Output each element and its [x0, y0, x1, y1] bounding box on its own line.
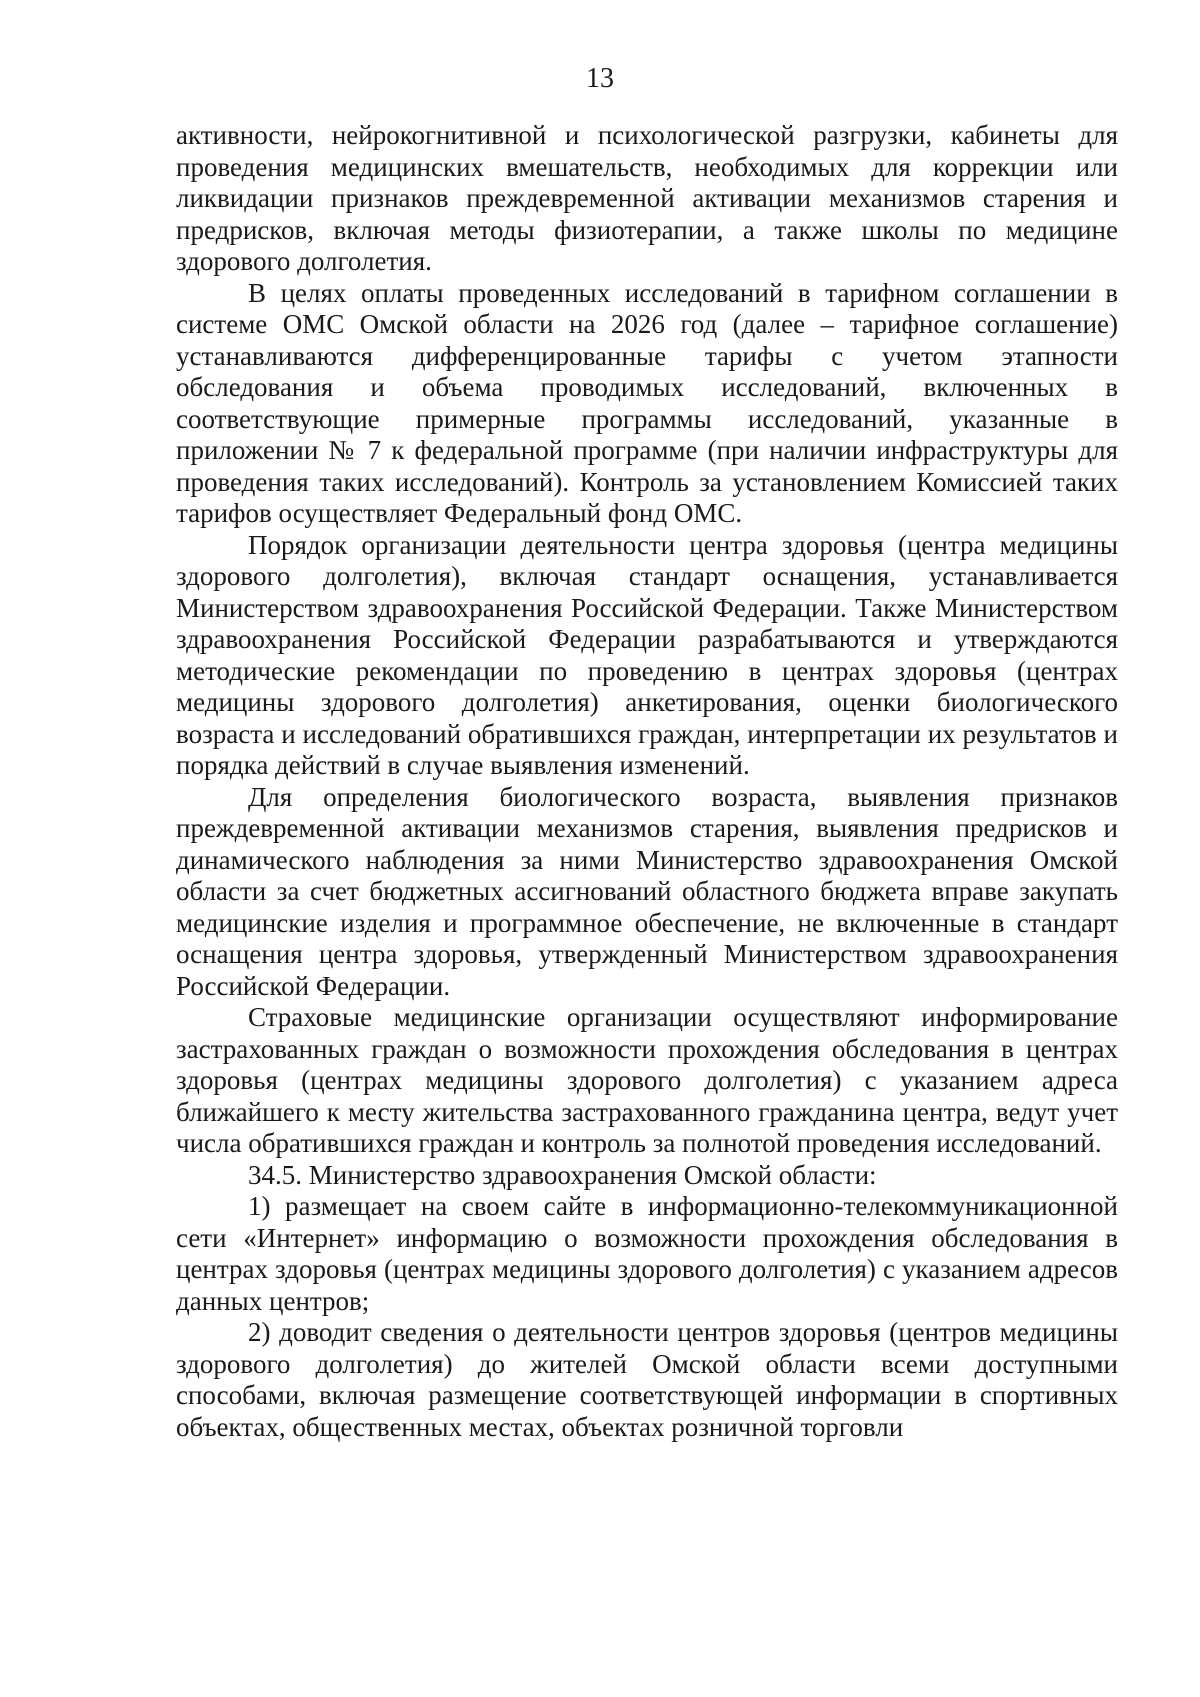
paragraph-insurance-organizations: Страховые медицинские организации осуществляют информирование застрахованных граждан о возможности прохождения обследования в центрах здоровья (центрах медицины здорового долголетия) с указанием адреса ближайшего к месту жительства застрахованного гражданина центра, ведут учет числа обратившихся граждан и контроль за полнотой проведения исследований.: [176, 1002, 1118, 1158]
list-item-2: 2) доводит сведения о деятельности центров здоровья (центров медицины здорового долголетия) до жителей Омской области всеми доступными способами, включая размещение соответствующей информации в спортивных объектах, общественных местах, объектах розничной торговли: [176, 1317, 1118, 1442]
paragraph-tariffs: В целях оплаты проведенных исследований в тарифном соглашении в системе ОМС Омской области на 2026 год (далее – тарифное соглашение) устанавливаются дифференцированные тарифы с учетом этапности обследования и объема проводимых исследований, включенных в соответствующие примерные программы исследований, указанные в приложении № 7 к федеральной программе (при наличии инфраструктуры для проведения таких исследований). Контроль за установлением Комиссией таких тарифов осуществляет Федеральный фонд ОМС.: [176, 277, 1118, 528]
clause-heading: 34.5. Министерство здравоохранения Омской области:: [248, 1159, 877, 1190]
page-number: 13: [586, 63, 614, 94]
paragraph-continuation: активности, нейрокогнитивной и психологической разгрузки, кабинеты для проведения медицинских вмешательств, необходимых для коррекции или ликвидации признаков преждевременной активации механизмов старения и предрисков, включая методы физиотерапии, а также школы по медицине здорового долголетия.: [176, 120, 1118, 276]
document-body: [176, 120, 1118, 1443]
list-item-1: 1) размещает на своем сайте в информационно-телекоммуникационной сети «Интернет» информацию о возможности прохождения обследования в центрах здоровья (центрах медицины здорового долголетия) с указанием адресов данных центров;: [176, 1191, 1118, 1316]
paragraph-organization-order: Порядок организации деятельности центра здоровья (центра медицины здорового долголетия), включая стандарт оснащения, устанавливается Министерством здравоохранения Российской Федерации. Также Министерством здравоохранения Российской Федерации разрабатываются и утверждаются методические рекомендации по проведению в центрах здоровья (центрах медицины здорового долголетия) анкетирования, оценки биологического возраста и исследований обратившихся граждан, интерпретации их результатов и порядка действий в случае выявления изменений.: [176, 529, 1118, 780]
paragraph-biological-age: Для определения биологического возраста, выявления признаков преждевременной активации механизмов старения, выявления предрисков и динамического наблюдения за ними Министерство здравоохранения Омской области за счет бюджетных ассигнований областного бюджета вправе закупать медицинские изделия и программное обеспечение, не включенные в стандарт оснащения центра здоровья, утвержденный Министерством здравоохранения Российской Федерации.: [176, 781, 1118, 1001]
